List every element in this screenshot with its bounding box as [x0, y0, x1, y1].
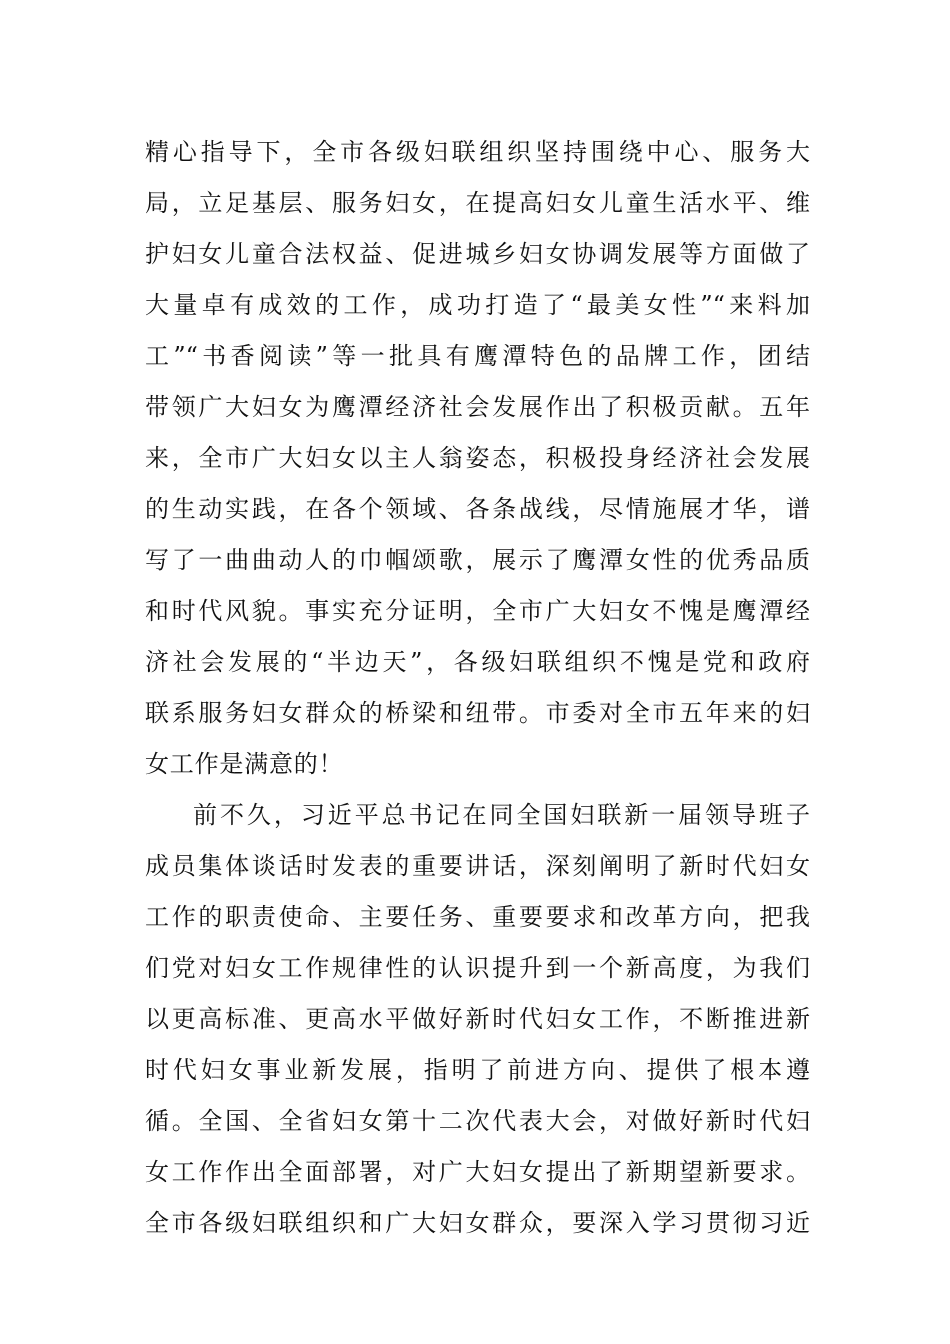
text-line: 写了一曲曲动人的巾帼颂歌，展示了鹰潭女性的优秀品质 — [145, 546, 810, 574]
paragraph-start-line: 前不久，习近平总书记在同全国妇联新一届领导班子 — [193, 801, 810, 829]
text-line: 循。全国、全省妇女第十二次代表大会，对做好新时代妇 — [145, 1107, 810, 1135]
text-line: 们党对妇女工作规律性的认识提升到一个新高度，为我们 — [145, 954, 810, 982]
text-line: 工作的职责使命、主要任务、重要要求和改革方向，把我 — [145, 903, 810, 931]
text-line: 大量卓有成效的工作，成功打造了“最美女性”“来料加 — [145, 291, 810, 319]
text-line: 的生动实践，在各个领域、各条战线，尽情施展才华，谱 — [145, 495, 810, 523]
text-line: 局，立足基层、服务妇女，在提高妇女儿童生活水平、维 — [145, 189, 810, 217]
text-line: 护妇女儿童合法权益、促进城乡妇女协调发展等方面做了 — [145, 240, 810, 268]
text-line: 济社会发展的“半边天”，各级妇联组织不愧是党和政府 — [145, 648, 810, 676]
text-line: 女工作作出全面部署，对广大妇女提出了新期望新要求。 — [145, 1158, 810, 1186]
text-line: 和时代风貌。事实充分证明，全市广大妇女不愧是鹰潭经 — [145, 597, 810, 625]
text-line: 精心指导下，全市各级妇联组织坚持围绕中心、服务大 — [145, 138, 810, 166]
text-line: 以更高标准、更高水平做好新时代妇女工作，不断推进新 — [145, 1005, 810, 1033]
text-line: 联系服务妇女群众的桥梁和纽带。市委对全市五年来的妇 — [145, 699, 810, 727]
text-line: 全市各级妇联组织和广大妇女群众，要深入学习贯彻习近 — [145, 1209, 810, 1237]
text-line: 工”“书香阅读”等一批具有鹰潭特色的品牌工作，团结 — [145, 342, 810, 370]
paragraph-end-line: 女工作是满意的！ — [145, 750, 344, 778]
text-line: 带领广大妇女为鹰潭经济社会发展作出了积极贡献。五年 — [145, 393, 810, 421]
text-line: 来，全市广大妇女以主人翁姿态，积极投身经济社会发展 — [145, 444, 810, 472]
text-line: 时代妇女事业新发展，指明了前进方向、提供了根本遵 — [145, 1056, 810, 1084]
text-line: 成员集体谈话时发表的重要讲话，深刻阐明了新时代妇女 — [145, 852, 810, 880]
body-text — [145, 127, 810, 1249]
